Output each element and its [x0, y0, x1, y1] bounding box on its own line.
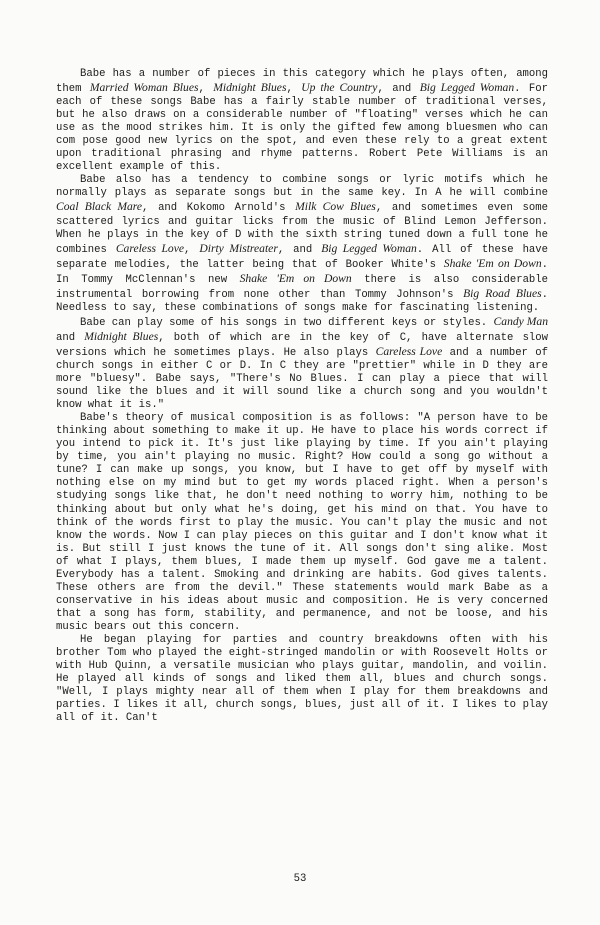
text-run: Babe also has a tendency to combine songs or lyric motifs which he normally plays as separate songs but in the same key. In A he will combine [56, 174, 548, 200]
song-title: Big Legged Woman [419, 81, 515, 95]
song-title: Married Woman Blues [89, 81, 199, 95]
song-title: Coal Black Mare [56, 200, 143, 214]
text-run: He began playing for parties and country breakdowns often with his brother Tom who played the eight-stringed mandolin or with Roosevelt Holts or with Hub Quinn, a versatile musician who plays guitar, mandolin, and voilin. He played all kinds of songs and liked them all, blues and church songs. "Well, I plays mighty near all of them when I play for them breakdowns and parties. I likes it all, church songs, blues, just all of it. I likes to play all of it. Can't [56, 633, 548, 725]
page-number: 53 [293, 873, 307, 885]
text-run: Babe has a number of pieces in this category which he plays often, among them [56, 68, 548, 96]
song-title: Shake 'Em on Down [239, 271, 352, 285]
text-run: . Needless to say, these combinations of songs make for fascinating listening. [56, 288, 548, 314]
song-title: Milk Cow Blues [295, 200, 376, 214]
text-run: there is also considerable instrumental borrowing from none other than Tommy Johnson's [56, 273, 549, 301]
song-title: Careless Love [115, 241, 185, 255]
paragraph [56, 315, 548, 412]
text-run: , and [277, 243, 322, 256]
text-run: Babe's theory of musical composition is as follows: "A person have to be thinking about something to make it up. He have to place his words correct if you intend to pick it. It's just like playing by time. If you ain't playing by time, you ain't playing no music. Right? How could a song go without a tune? I can make up songs, you know, but I have to get off by myself with nothing else on my mind but to get my words placed right. When a person's studying songs like that, he don't need nothing to worry him, nothing to be thinking about but only what he's doing, get his mind on that. You have to think of the words first to play the music. You can't play the music and not know the words. Now I can play pieces on this guitar and I don't know what it is. But still I just knows the tune of it. All songs don't sing alike. Most of what I plays, them blues, I made them up myself. God gave me a talent. Everybody has a talent. Smoking and drinking are habits. God gives talents. These others are from the devil." These statements would mark Babe as a conservative in his ideas about music and composition. He is very concerned that a song has form, stability, and permanence, and not be loose, and his music bears out this concern. [56, 412, 548, 633]
text-run: Babe can play some of his songs in two different keys or styles. [80, 316, 494, 329]
song-title: Midnight Blues [84, 329, 159, 343]
text-run: . For each of these songs Babe has a fairly stable number of traditional verses, but he also draws on a considerable number of "floating" verses which he can use as the mood strikes him. It is only the gifted few among bluesmen who can com pose good new lyrics on the spot, and even these rely to a great extent upon traditional phrasing and rhyme patterns. Robert Pete Williams is an excellent example of this. [56, 83, 548, 174]
song-title: Big Legged Woman [321, 241, 417, 255]
text-run: and [56, 331, 85, 344]
song-title: Up the Country [301, 81, 378, 95]
text-run: , [184, 243, 200, 256]
song-title: Dirty Mistreater [199, 241, 278, 255]
song-title: Candy Man [493, 314, 548, 328]
paragraph [56, 174, 548, 314]
text-run: . All of these have separate melodies, the latter being that of Booker White's [56, 243, 548, 271]
song-title: Careless Love [375, 344, 443, 358]
text-run: and a number of church songs in either C or D. In C they are "prettier" while in D they are more "bluesy". Babe says, "There's No Blues. I can play a piece that will sound like the blues and it will sound like a church song and you wouldn't know what it is." [56, 346, 549, 412]
paragraph [56, 634, 548, 725]
body-text [56, 68, 548, 725]
paragraph [56, 412, 548, 634]
text-run: , and sometimes even some scattered lyrics and guitar licks from the music of Blind Lemon Jefferson. When he plays in the key of D with the sixth string tuned down a full tone he combines [56, 202, 548, 256]
text-run: , and [377, 83, 420, 96]
song-title: Big Road Blues [463, 286, 542, 300]
text-run: . In Tommy McClennan's new [56, 258, 548, 286]
text-run: , and Kokomo Arnold's [142, 202, 296, 215]
text-run: , both of which are in the key of C, have alternate slow versions which he sometimes plays. He also plays [56, 331, 548, 359]
text-run: , [286, 83, 302, 96]
song-title: Midnight Blues [213, 81, 287, 95]
text-run: , [198, 83, 214, 96]
paragraph [56, 68, 548, 174]
song-title: Shake 'Em on Down [443, 256, 542, 270]
